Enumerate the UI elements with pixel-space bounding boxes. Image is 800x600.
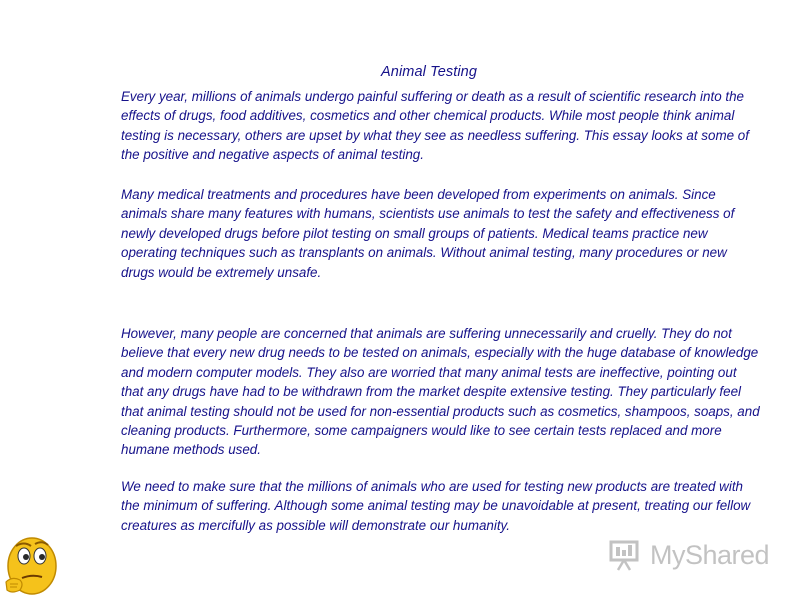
document-title: Animal Testing xyxy=(381,64,477,80)
paragraph-conclusion: We need to make sure that the millions of animals who are used for testing new products are treated with the minimum of suffering. Although some animal testing may be unavoidable at present, treating our fellow creatures as mercifully as possible will demonstrate our humanity. xyxy=(121,479,751,533)
paragraph-benefits: Many medical treatments and procedures have been developed from experiments on animals. Since animals share many features with humans, scientists use animals to test the safety and effectiveness of newly developed drugs before pilot testing on small groups of patients. Medical teams practice new operating techniques such as transplants on animals. Without animal testing, many procedures or new drugs would be extremely unsafe. xyxy=(121,187,735,280)
watermark-text: MyShared xyxy=(650,540,770,570)
thinking-smiley-icon xyxy=(2,530,62,600)
watermark xyxy=(608,538,768,572)
presentation-screen-icon xyxy=(608,538,644,572)
paragraph-intro: Every year, millions of animals undergo painful suffering or death as a result of scientific research into the effects of drugs, food additives, cosmetics and other chemical products. While most people think animal testing is necessary, others are upset by what they see as needless suffering. This essay looks at some of the positive and negative aspects of animal testing. xyxy=(121,89,749,163)
paragraph-concerns: However, many people are concerned that animals are suffering unnecessarily and cruelly. They do not believe that every new drug needs to be tested on animals, especially with the huge database of knowledge and modern computer models. They also are worried that many animal tests are ineffective, pointing out that any drugs have had to be withdrawn from the market despite extensive testing. They particularly feel that animal testing should not be used for non-essential products such as cosmetics, shampoos, soaps, and cleaning products. Furthermore, some campaigners would like to see certain tests replaced and more humane methods used. xyxy=(121,326,760,458)
